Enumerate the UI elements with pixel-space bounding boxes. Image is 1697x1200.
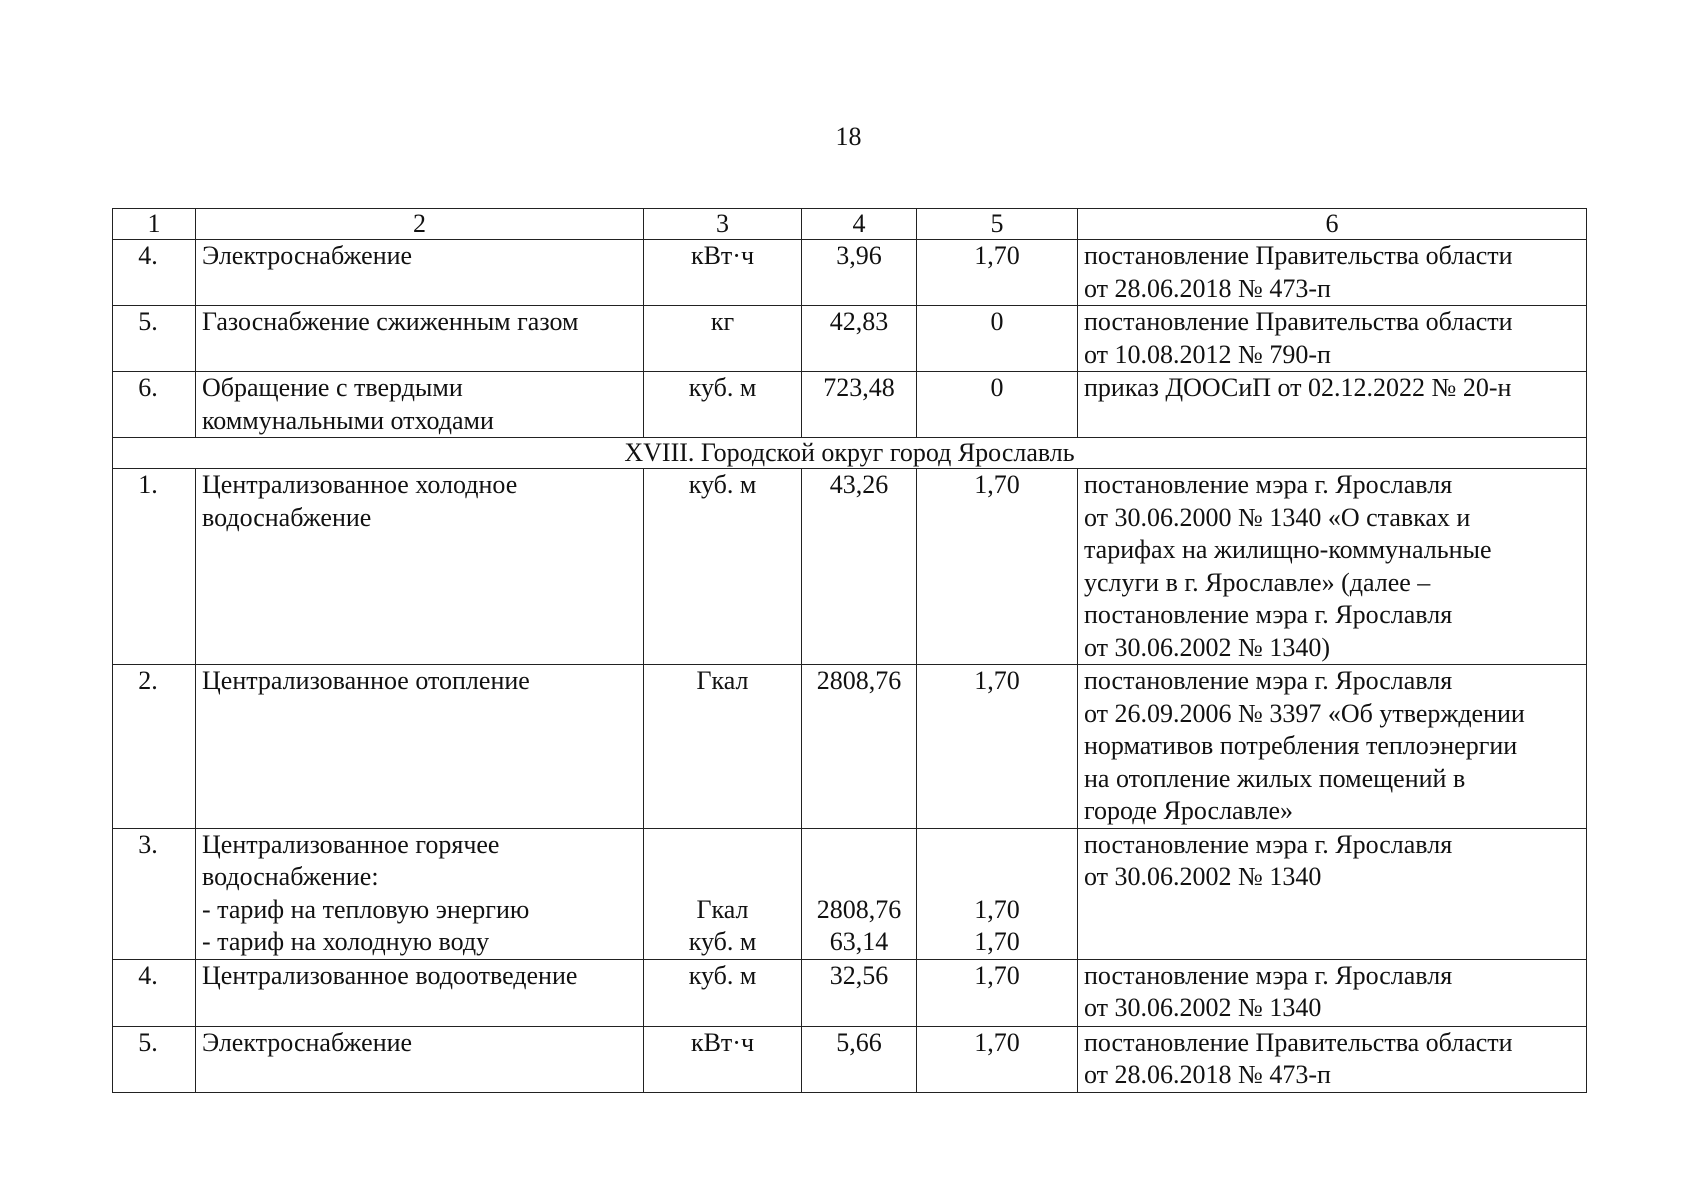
table-row xyxy=(113,959,1587,1026)
unit-cell: кг xyxy=(644,306,802,372)
document-line: от 30.06.2002 № 1340 xyxy=(1084,862,1322,891)
row-number: 4. xyxy=(113,959,196,1026)
unit-cell: куб. м xyxy=(644,372,802,438)
document-line: услуги в г. Ярославле» (далее – xyxy=(1084,567,1431,597)
document-line: постановление Правительства области xyxy=(1084,307,1513,336)
service-name-line: водоснабжение: xyxy=(202,862,379,891)
cell-spacer xyxy=(806,829,912,894)
document-line: приказ ДООСиП от 02.12.2022 № 20-н xyxy=(1084,373,1512,402)
header-cell: 4 xyxy=(802,209,917,240)
document-line: постановление мэра г. Ярославля xyxy=(1084,960,1453,990)
unit-line: куб. м xyxy=(688,927,757,956)
tariff-table xyxy=(112,208,1587,1093)
value-line: 2808,76 xyxy=(816,894,902,924)
document-line: тарифах на жилищно-коммунальные xyxy=(1084,535,1492,564)
row-number: 6. xyxy=(113,372,196,438)
document-line: от 28.06.2018 № 473-п xyxy=(1084,1060,1331,1089)
service-name-line: Электроснабжение xyxy=(202,1027,413,1057)
service-name-line: коммунальными отходами xyxy=(202,405,494,435)
row-number: 5. xyxy=(113,1026,196,1092)
value-line: 63,14 xyxy=(829,927,889,956)
coefficient-cell: 1,70 xyxy=(917,240,1078,306)
service-name xyxy=(196,240,644,306)
service-name-line: - тариф на тепловую энергию xyxy=(202,894,530,924)
service-name-line: водоснабжение xyxy=(202,502,372,532)
page-number: 18 xyxy=(835,122,862,151)
row-number: 1. xyxy=(113,469,196,665)
table-row xyxy=(113,306,1587,372)
value-cell: 43,26 xyxy=(802,469,917,665)
cell-spacer xyxy=(921,829,1073,894)
service-name-line: Обращение с твердыми xyxy=(202,373,463,402)
document-reference xyxy=(1078,665,1587,829)
document-line: городе Ярославле» xyxy=(1084,796,1294,825)
document-reference xyxy=(1078,469,1587,665)
value-cell xyxy=(802,828,917,959)
row-number: 4. xyxy=(113,240,196,306)
section-heading-row xyxy=(113,438,1587,469)
service-name xyxy=(196,1026,644,1092)
document-line: от 28.06.2018 № 473-п xyxy=(1084,273,1331,303)
table-row xyxy=(113,828,1587,959)
table-row xyxy=(113,372,1587,438)
row-number: 2. xyxy=(113,665,196,829)
unit-cell: Гкал xyxy=(644,665,802,829)
table-row xyxy=(113,469,1587,665)
header-cell: 1 xyxy=(113,209,196,240)
document-reference xyxy=(1078,306,1587,372)
service-name xyxy=(196,959,644,1026)
table-row xyxy=(113,240,1587,306)
document-line: от 26.09.2006 № 3397 «Об утверждении xyxy=(1084,698,1525,728)
document-line: от 30.06.2002 № 1340) xyxy=(1084,632,1330,662)
service-name-line: Централизованное горячее xyxy=(202,829,500,859)
unit-cell: куб. м xyxy=(644,469,802,665)
document-reference xyxy=(1078,372,1587,438)
document-line: постановление мэра г. Ярославля xyxy=(1084,829,1453,859)
service-name xyxy=(196,828,644,959)
unit-cell: кВт·ч xyxy=(644,240,802,306)
document-reference xyxy=(1078,959,1587,1026)
coefficient-cell: 0 xyxy=(917,306,1078,372)
unit-cell: куб. м xyxy=(644,959,802,1026)
document-line: на отопление жилых помещений в xyxy=(1084,763,1466,793)
document-reference xyxy=(1078,828,1587,959)
service-name xyxy=(196,665,644,829)
row-number: 5. xyxy=(113,306,196,372)
unit-line: Гкал xyxy=(696,894,749,924)
coefficient-cell: 1,70 xyxy=(917,1026,1078,1092)
coefficient-cell xyxy=(917,828,1078,959)
service-name-line: Централизованное отопление xyxy=(202,666,530,695)
document-reference xyxy=(1078,1026,1587,1092)
value-cell: 3,96 xyxy=(802,240,917,306)
value-cell: 5,66 xyxy=(802,1026,917,1092)
document-reference xyxy=(1078,240,1587,306)
document-line: постановление мэра г. Ярославля xyxy=(1084,600,1453,629)
header-cell: 2 xyxy=(196,209,644,240)
coefficient-cell: 1,70 xyxy=(917,469,1078,665)
document-line: нормативов потребления теплоэнергии xyxy=(1084,731,1518,760)
value-cell: 723,48 xyxy=(802,372,917,438)
unit-cell: кВт·ч xyxy=(644,1026,802,1092)
service-name-line: - тариф на холодную воду xyxy=(202,927,490,956)
value-cell: 2808,76 xyxy=(802,665,917,829)
service-name-line: Централизованное холодное xyxy=(202,470,518,499)
coefficient-cell: 1,70 xyxy=(917,665,1078,829)
table-row xyxy=(113,665,1587,829)
service-name-line: Централизованное водоотведение xyxy=(202,960,578,990)
table-row xyxy=(113,1026,1587,1092)
service-name-line: Газоснабжение сжиженным газом xyxy=(202,307,579,336)
coefficient-cell: 0 xyxy=(917,372,1078,438)
cell-spacer xyxy=(648,829,797,894)
document-line: постановление мэра г. Ярославля xyxy=(1084,470,1453,499)
document-line: постановление Правительства области xyxy=(1084,241,1513,270)
document-line: постановление мэра г. Ярославля xyxy=(1084,666,1453,695)
row-number: 3. xyxy=(113,828,196,959)
coefficient-line: 1,70 xyxy=(974,927,1020,956)
header-cell: 6 xyxy=(1078,209,1587,240)
service-name xyxy=(196,372,644,438)
document-line: от 30.06.2000 № 1340 «О ставках и xyxy=(1084,502,1471,532)
header-cell: 3 xyxy=(644,209,802,240)
service-name-line: Электроснабжение xyxy=(202,241,413,270)
service-name xyxy=(196,469,644,665)
service-name xyxy=(196,306,644,372)
header-cell: 5 xyxy=(917,209,1078,240)
unit-cell xyxy=(644,828,802,959)
value-cell: 32,56 xyxy=(802,959,917,1026)
table-header-row xyxy=(113,209,1587,240)
document-line: от 30.06.2002 № 1340 xyxy=(1084,993,1322,1022)
document-line: постановление Правительства области xyxy=(1084,1027,1513,1057)
coefficient-cell: 1,70 xyxy=(917,959,1078,1026)
document-line: от 10.08.2012 № 790-п xyxy=(1084,339,1331,369)
value-cell: 42,83 xyxy=(802,306,917,372)
section-title: XVIII. Городской округ город Ярославль xyxy=(113,438,1587,469)
coefficient-line: 1,70 xyxy=(974,894,1020,924)
